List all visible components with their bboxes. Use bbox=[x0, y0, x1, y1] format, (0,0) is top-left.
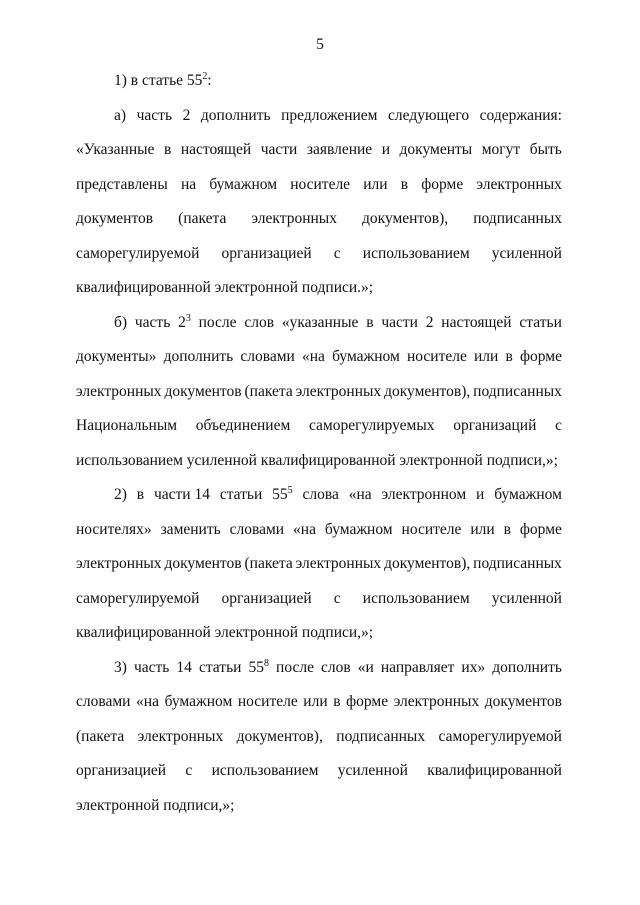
word: словами bbox=[240, 348, 295, 365]
word: использованием bbox=[362, 244, 470, 262]
word: с bbox=[333, 589, 341, 607]
text-line bbox=[76, 409, 562, 444]
word: направляет bbox=[380, 658, 455, 676]
word: их» bbox=[461, 658, 486, 676]
word: после bbox=[276, 658, 314, 676]
word: квалифицированной bbox=[427, 762, 562, 779]
word: предложением bbox=[281, 106, 378, 124]
word: «Указанные bbox=[76, 141, 155, 158]
word: носителе bbox=[237, 693, 298, 710]
word: статьи bbox=[519, 313, 562, 331]
word: 14 bbox=[176, 658, 192, 676]
word: части 14 bbox=[153, 486, 210, 503]
paragraph bbox=[76, 478, 562, 651]
word: или bbox=[363, 175, 388, 193]
word: бумажном bbox=[324, 520, 393, 538]
word: бумажном bbox=[209, 175, 278, 193]
word: а) bbox=[114, 106, 127, 124]
word: усиленной bbox=[491, 589, 562, 607]
word: быть bbox=[529, 141, 562, 158]
text-line bbox=[76, 582, 562, 617]
text-line bbox=[76, 133, 562, 168]
word: саморегулируемых bbox=[308, 417, 435, 434]
word: документов), bbox=[236, 727, 323, 745]
word: электронных bbox=[476, 175, 562, 193]
text-line bbox=[76, 444, 562, 479]
word: «на bbox=[348, 486, 372, 503]
word: электронных bbox=[76, 555, 162, 572]
line-text: электронной подписи,»; bbox=[76, 796, 235, 814]
text-line bbox=[76, 237, 562, 272]
word: электронных bbox=[137, 727, 224, 745]
word: и bbox=[381, 141, 391, 158]
page-number: 5 bbox=[316, 36, 324, 53]
word: (пакета bbox=[244, 382, 293, 400]
superscript: 8 bbox=[263, 657, 269, 669]
word: в bbox=[400, 175, 409, 193]
word: «на bbox=[136, 693, 159, 710]
word: представлены bbox=[76, 175, 168, 193]
superscript: 5 bbox=[287, 485, 293, 496]
text-line bbox=[76, 99, 562, 134]
line-text: квалифицированной электронной подписи.»; bbox=[76, 279, 374, 296]
word: электронных bbox=[393, 693, 480, 710]
word: использованием bbox=[362, 589, 470, 607]
word: саморегулируемой bbox=[438, 727, 562, 745]
text-line bbox=[76, 271, 562, 306]
word: $2^3$ bbox=[178, 312, 191, 331]
word: носителе bbox=[406, 348, 467, 365]
word: (пакета bbox=[178, 210, 227, 227]
word: или bbox=[474, 348, 499, 365]
word: $55^5$ bbox=[272, 485, 293, 503]
word: электронных bbox=[295, 555, 382, 572]
word: объединением bbox=[195, 417, 291, 434]
word: 3) bbox=[114, 658, 127, 676]
word: и bbox=[476, 486, 485, 503]
word: электронных bbox=[76, 382, 162, 400]
word: или bbox=[470, 520, 495, 538]
word: электронных bbox=[251, 210, 337, 227]
text-line bbox=[76, 64, 562, 99]
word: в bbox=[366, 313, 374, 331]
word: документов bbox=[76, 210, 154, 227]
paragraph bbox=[76, 651, 562, 824]
word: настоящей bbox=[180, 141, 252, 158]
text-line bbox=[76, 720, 562, 755]
word: в bbox=[505, 348, 513, 365]
line-text: квалифицированной электронной подписи,»; bbox=[76, 624, 374, 641]
word: подписанных bbox=[473, 382, 562, 400]
word: документов bbox=[164, 382, 242, 400]
word: б) bbox=[114, 313, 128, 331]
word: статьи bbox=[198, 658, 242, 676]
word: 2 bbox=[182, 106, 191, 124]
word: бумажном bbox=[494, 486, 562, 503]
word: с bbox=[555, 417, 562, 434]
word: документов), bbox=[384, 555, 471, 572]
word: документы bbox=[399, 141, 473, 158]
word: часть bbox=[133, 658, 170, 676]
word: документов bbox=[164, 555, 242, 572]
word: саморегулируемой bbox=[76, 589, 200, 607]
word: электронном bbox=[381, 486, 467, 503]
word: форме bbox=[421, 175, 464, 193]
text-line bbox=[76, 202, 562, 237]
superscript: 3 bbox=[185, 312, 191, 324]
word: дополнить bbox=[200, 106, 271, 124]
word: «указанные bbox=[281, 313, 359, 331]
word: усиленной bbox=[337, 762, 408, 779]
word: в bbox=[503, 520, 511, 538]
text-line bbox=[76, 306, 562, 341]
word: 2) bbox=[114, 486, 127, 503]
text-line bbox=[76, 478, 562, 513]
word: форме bbox=[519, 520, 562, 538]
word: носителе bbox=[401, 520, 462, 538]
word: документов), bbox=[384, 382, 471, 400]
word: организацией bbox=[221, 244, 312, 262]
word: дополнить bbox=[492, 658, 562, 676]
line-text: использованием усиленной квалифицированной электронной подписи,»; bbox=[76, 451, 558, 469]
word: заявление bbox=[306, 141, 373, 158]
paragraph bbox=[76, 306, 562, 479]
word: слов bbox=[321, 658, 351, 676]
document-body bbox=[76, 64, 562, 823]
word: в bbox=[136, 486, 145, 503]
text-line bbox=[76, 340, 562, 375]
word: части bbox=[260, 141, 298, 158]
word: форме bbox=[346, 693, 389, 710]
word: после bbox=[198, 313, 237, 331]
word: или bbox=[303, 693, 328, 710]
word: следующего bbox=[388, 106, 470, 124]
word: статьи bbox=[219, 486, 263, 503]
line-text: 1) в статье $55^2$: bbox=[114, 71, 212, 89]
text-line bbox=[76, 754, 562, 789]
word: усиленной bbox=[491, 244, 562, 262]
word: словами bbox=[76, 693, 131, 710]
word: (пакета bbox=[76, 727, 125, 745]
word: (пакета bbox=[244, 555, 293, 572]
text-line bbox=[76, 651, 562, 686]
superscript: 2 bbox=[202, 71, 208, 82]
paragraph bbox=[76, 99, 562, 306]
word: форме bbox=[519, 348, 562, 365]
word: подписанных bbox=[336, 727, 426, 745]
word: Национальным bbox=[76, 417, 178, 434]
word: подписанных bbox=[473, 210, 562, 227]
text-line bbox=[76, 513, 562, 548]
word: содержания: bbox=[479, 106, 562, 124]
word: 2 bbox=[425, 313, 434, 331]
word: бумажном bbox=[164, 693, 233, 710]
word: с bbox=[333, 244, 341, 262]
word: настоящей bbox=[441, 313, 512, 331]
word: дополнить bbox=[163, 348, 234, 365]
word: $55^8$ bbox=[248, 657, 269, 676]
word: документов bbox=[484, 693, 562, 710]
word: «на bbox=[302, 348, 325, 365]
word: документы» bbox=[76, 348, 157, 365]
word: словами bbox=[229, 520, 285, 538]
word: слова bbox=[302, 486, 339, 503]
word: часть bbox=[136, 106, 173, 124]
word: «и bbox=[357, 658, 374, 676]
word: слов bbox=[244, 313, 275, 331]
word: документов), bbox=[362, 210, 449, 227]
text-line bbox=[76, 168, 562, 203]
word: на bbox=[180, 175, 197, 193]
word: носителе bbox=[290, 175, 351, 193]
word: организацией bbox=[76, 762, 167, 779]
word: подписанных bbox=[473, 555, 562, 572]
word: в bbox=[333, 693, 341, 710]
word: организаций bbox=[453, 417, 537, 434]
text-line bbox=[76, 616, 562, 651]
word: бумажном bbox=[332, 348, 400, 365]
text-line bbox=[76, 685, 562, 720]
text-line bbox=[76, 375, 562, 410]
word: в bbox=[163, 141, 172, 158]
text-line bbox=[76, 789, 562, 824]
word: части bbox=[381, 313, 418, 331]
word: с bbox=[185, 762, 193, 779]
paragraph bbox=[76, 64, 562, 99]
word: заменить bbox=[160, 520, 221, 538]
word: саморегулируемой bbox=[76, 244, 200, 262]
word: использованием bbox=[211, 762, 319, 779]
text-line bbox=[76, 547, 562, 582]
word: часть bbox=[134, 313, 171, 331]
word: организацией bbox=[221, 589, 312, 607]
word: могут bbox=[481, 141, 521, 158]
word: электронных bbox=[295, 382, 382, 400]
word: «на bbox=[293, 520, 316, 538]
word: носителях» bbox=[76, 520, 152, 538]
